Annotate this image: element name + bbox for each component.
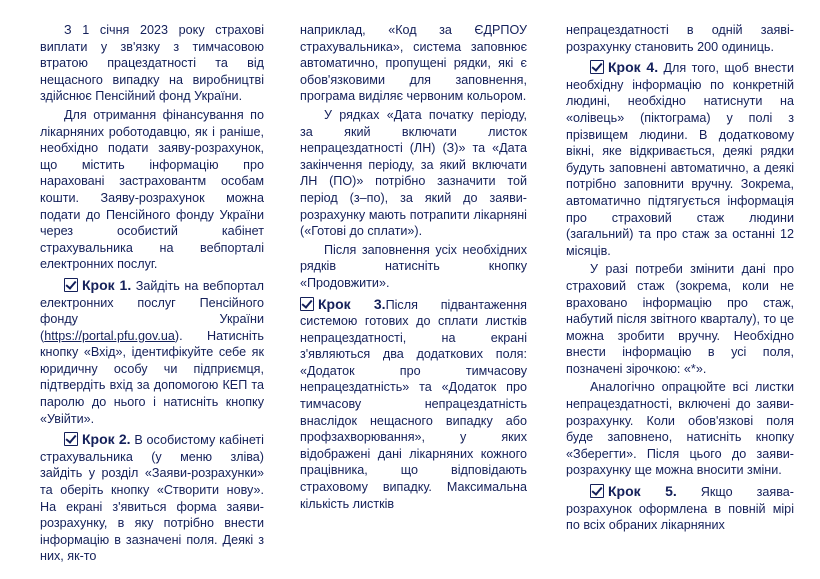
step-3-title: Крок 3. (318, 295, 386, 312)
step-3-text: Після підвантаження системою готових до сплати листків непрацездатності, на екрані з'являються два додаткових поля: «Додаток про тимчасову непрацездатність» та «Додаток про тимчасову непрацездатність внаслідок нещасного випадку або профзахворювання», у яких відображені дані лікарняних кожного працівника, що відповідають страховому випадку. Максимальна кількість листків (300, 297, 527, 511)
max-count-paragraph: непрацездатності в одній заяві-розрахунку становить 200 одиниць. (566, 23, 794, 54)
checkbox-check-icon (64, 432, 78, 446)
column-1 (40, 22, 264, 567)
seniority-paragraph: У разі потреби змінити дані про страховий стаж (зокрема, коли не враховано інформацію про стаж, набутий після звітного кварталу), то це можна зробити вручну. Необхідно внести інформацію в усі поля, позначені зірочкою: «*». (566, 262, 794, 376)
step-1-text-a: Зайдіть на вебпортал електронних послуг Пенсійного фонду України ( (40, 278, 264, 343)
save-paragraph: Аналогічно опрацюйте всі листки непрацездатності, включені до заяви-розрахунку. Коли обов'язкові поля буде заповнено, натисніть кнопку «Зберегти». Після цього до заяви-розрахунку ще можна вносити зміни. (566, 380, 794, 478)
intro-paragraph: З 1 січня 2023 року страхові виплати у зв'язку з тимчасовою втратою працездатності та від нещасного випадку на виробництві здійснює Пенсійний фонд України. (40, 23, 264, 104)
continue-paragraph: Після заповнення усіх необхідних рядків натисніть кнопку «Продовжити». (300, 242, 527, 290)
step-4 (566, 59, 794, 259)
step-3 (300, 296, 527, 513)
portal-link[interactable]: https://portal.pfu.gov.ua (44, 328, 175, 343)
step-2 (40, 431, 264, 565)
column-2 (300, 22, 527, 514)
step-4-title: Крок 4. (608, 59, 659, 76)
checkbox-check-icon (590, 60, 604, 74)
edrpou-paragraph: наприклад, «Код за ЄДРПОУ страхувальника», система заповнює автоматично, пропущені рядки, які є обов'язковими для заповнення, програма виділяє червоним кольором. (300, 23, 527, 104)
step-1 (40, 277, 264, 427)
step-2-title: Крок 2. (82, 431, 131, 448)
step-5 (566, 483, 794, 534)
step-1-text-b: ). Натисніть кнопку «Вхід», ідентифікуйте себе як юридичну особу чи підприємця, підтвердіть вхід за допомогою КЕП та паролю до нього і натисніть кнопку «Увійти». (40, 328, 264, 426)
step-1-title: Крок 1. (82, 276, 132, 293)
checkbox-check-icon (64, 278, 78, 292)
step-5-text: Якщо заява-розрахунок оформлена в повній мірі по всіх обраних лікарняних (566, 485, 794, 533)
step-2-text: В особистому кабінеті страхувальника (у меню зліва) зайдіть у розділ «Заяви-розрахунки» та оберіть кнопку «Створити нову». На екрані з'явиться форма заяви-розрахунку, в яку потрібно внести інформацію в зазначені поля. Деякі з них, як-то (40, 433, 264, 564)
period-paragraph: У рядках «Дата початку періоду, за який включати листок непрацездатності (ЛН) (З)» та «Дата закінчення періоду, за який включати ЛН (ПО)» потрібно зазначити той період (з–по), за який до заяви-розрахунку мають потрапити лікарняні («Готові до сплати»). (300, 107, 527, 239)
financing-paragraph: Для отримання фінансування по лікарняних роботодавцю, як і раніше, необхідно подати заяву-розрахунок, що містить інформацію про нараховані застраховантм особам кошти. Заяву-розрахунок можна подати до Пенсійного фонду України через особистий кабінет страхувальника на вебпорталі електронних послуг. (40, 107, 264, 272)
step-4-text: Для того, щоб внести необхідну інформацію по конкретній людині, необхідно натиснути на «олівець» (піктограма) у полі з прізвищем людини. В додатковому вікні, яке відкривається, деякі рядки будуть заповнені автоматично, а деякі потрібно заповнити вручну. Зокрема, автоматично підтягується інформація про страховий стаж людини (загальний) та про стаж за останні 12 місяців. (566, 61, 794, 258)
checkbox-check-icon (590, 484, 604, 498)
step-5-title: Крок 5. (608, 483, 677, 500)
column-3 (566, 22, 794, 536)
checkbox-check-icon (300, 297, 314, 311)
